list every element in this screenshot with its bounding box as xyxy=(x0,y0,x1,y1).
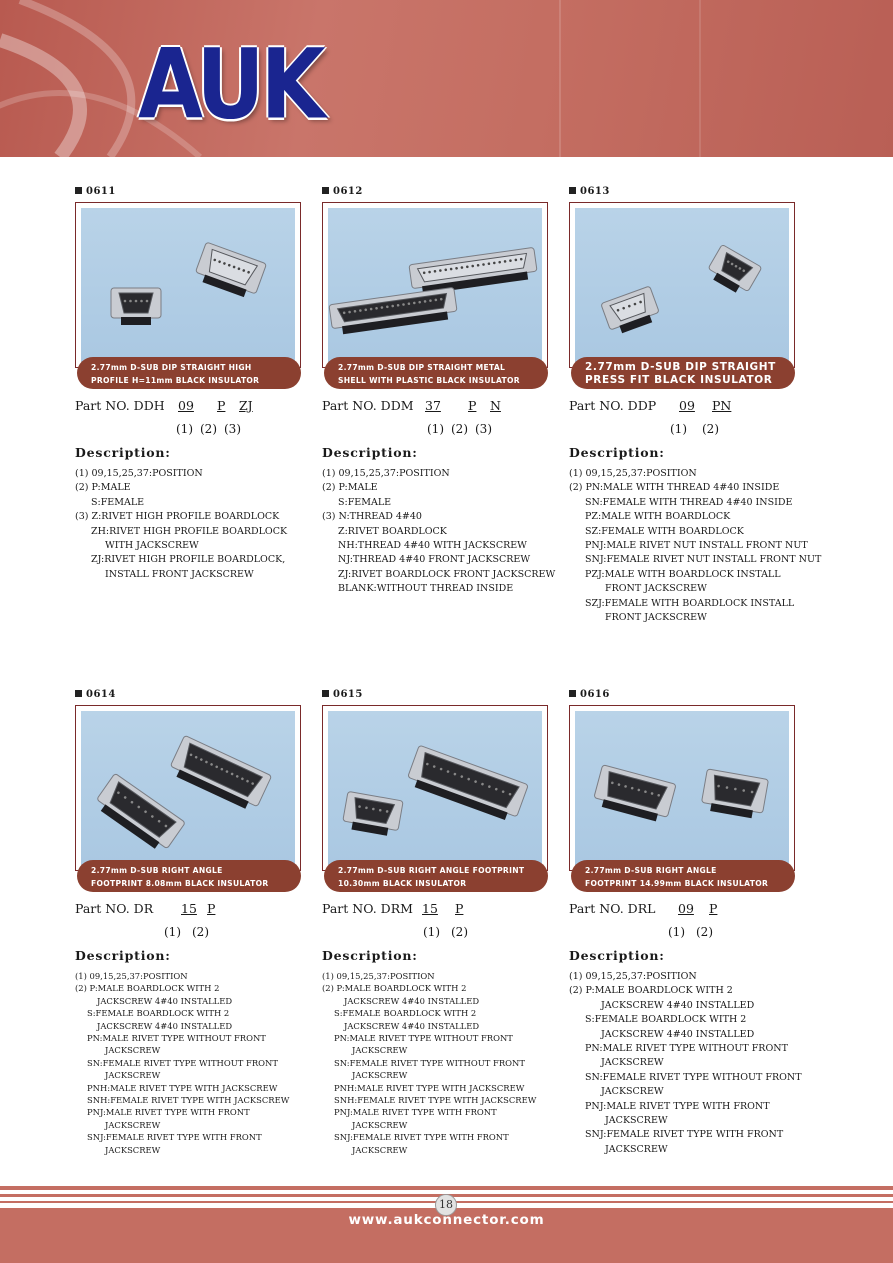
description-line: SNJ:FEMALE RIVET TYPE WITH FRONT xyxy=(334,1132,509,1143)
description-line: JACKSCREW xyxy=(352,1070,408,1081)
description-line: PN:MALE RIVET TYPE WITHOUT FRONT xyxy=(585,1043,788,1055)
part-code-index: (2) xyxy=(702,422,719,436)
product-photo-frame xyxy=(322,705,548,871)
footer-stripe xyxy=(0,1186,893,1190)
part-number-label: Part NO. DDM xyxy=(322,398,414,413)
part-code-index: (1) xyxy=(164,925,181,939)
product-photo-frame xyxy=(569,202,795,368)
description-line: JACKSCREW xyxy=(105,1070,161,1081)
description-line: PNJ:MALE RIVET TYPE WITH FRONT xyxy=(585,1100,770,1112)
description-line: SNH:FEMALE RIVET TYPE WITH JACKSCREW xyxy=(334,1095,537,1106)
section-code: 0611 xyxy=(75,186,116,197)
description-list xyxy=(322,970,536,1156)
description-line: SZ:FEMALE WITH BOARDLOCK xyxy=(585,525,744,537)
description-line: SNJ:FEMALE RIVET TYPE WITH FRONT xyxy=(87,1132,262,1143)
description-line: PZJ:MALE WITH BOARDLOCK INSTALL xyxy=(585,568,781,580)
part-code: P xyxy=(709,901,718,916)
description-title: Description: xyxy=(322,948,418,963)
section-code: 0614 xyxy=(75,689,116,700)
description-title: Description: xyxy=(322,445,418,460)
description-line: JACKSCREW 4#40 INSTALLED xyxy=(97,995,233,1006)
description-line: PN:MALE RIVET TYPE WITHOUT FRONT xyxy=(87,1033,266,1044)
part-code: P xyxy=(455,901,464,916)
product-banner xyxy=(77,860,301,892)
product-photo xyxy=(81,711,295,865)
description-line: (1) 09,15,25,37:POSITION xyxy=(569,468,697,479)
banner-line: SHELL WITH PLASTIC BLACK INSULATOR xyxy=(338,376,520,385)
part-code: P xyxy=(217,398,226,413)
part-number xyxy=(322,901,464,916)
description-line: (2) P:MALE xyxy=(322,482,378,494)
description-line: JACKSCREW xyxy=(105,1045,161,1056)
description-line: PN:MALE RIVET TYPE WITHOUT FRONT xyxy=(334,1033,513,1044)
description-line: SN:FEMALE RIVET TYPE WITHOUT FRONT xyxy=(334,1057,525,1068)
part-code-index: (2) xyxy=(696,925,713,939)
description-line: (3) N:THREAD 4#40 xyxy=(322,511,422,523)
website-url[interactable]: www.aukconnector.com xyxy=(348,1212,545,1228)
description-line: PNH:MALE RIVET TYPE WITH JACKSCREW xyxy=(334,1082,525,1093)
part-code-index: (2) xyxy=(200,422,217,436)
product-photo-frame xyxy=(569,705,795,871)
description-line: (2) P:MALE BOARDLOCK WITH 2 xyxy=(569,985,733,997)
description-line: (2) P:MALE BOARDLOCK WITH 2 xyxy=(75,983,220,994)
part-code: 09 xyxy=(678,901,694,916)
product-photo xyxy=(328,208,542,362)
banner-line: PRESS FIT BLACK INSULATOR xyxy=(585,374,773,386)
banner-line: 10.30mm BLACK INSULATOR xyxy=(338,879,467,888)
part-code: N xyxy=(490,398,501,413)
section-code: 0613 xyxy=(569,186,610,197)
product-banner xyxy=(324,860,548,892)
part-number xyxy=(75,398,253,413)
description-list xyxy=(569,970,802,1157)
description-line: (1) 09,15,25,37:POSITION xyxy=(569,971,697,982)
part-code-index: (3) xyxy=(475,422,492,436)
description-line: JACKSCREW 4#40 INSTALLED xyxy=(97,1020,233,1031)
page-header xyxy=(0,0,893,157)
description-line: (1) 09,15,25,37:POSITION xyxy=(75,971,188,981)
description-line: JACKSCREW xyxy=(601,1057,664,1069)
banner-line: 2.77mm D-SUB DIP STRAIGHT xyxy=(585,361,776,373)
description-line: ZJ:RIVET HIGH PROFILE BOARDLOCK, xyxy=(91,554,286,566)
description-line: JACKSCREW 4#40 INSTALLED xyxy=(601,1028,755,1040)
description-line: JACKSCREW xyxy=(105,1144,161,1155)
product-banner xyxy=(77,357,301,389)
part-number-label: Part NO. DDP xyxy=(569,398,657,413)
description-line: PNH:MALE RIVET TYPE WITH JACKSCREW xyxy=(87,1082,278,1093)
part-number-label: Part NO. DDH xyxy=(75,398,165,413)
description-line: (1) 09,15,25,37:POSITION xyxy=(322,971,435,981)
description-list xyxy=(75,467,287,582)
product-photo-frame xyxy=(75,705,301,871)
description-line: S:FEMALE BOARDLOCK WITH 2 xyxy=(334,1008,477,1019)
page-footer xyxy=(0,1176,893,1263)
description-line: SN:FEMALE RIVET TYPE WITHOUT FRONT xyxy=(585,1071,802,1083)
banner-line: 2.77mm D-SUB RIGHT ANGLE xyxy=(585,866,717,875)
banner-line: 2.77mm D-SUB DIP STRAIGHT METAL xyxy=(338,363,506,372)
description-line: WITH JACKSCREW xyxy=(105,540,199,552)
description-line: SN:FEMALE RIVET TYPE WITHOUT FRONT xyxy=(87,1057,278,1068)
part-code-index: (2) xyxy=(451,925,468,939)
part-code-index: (3) xyxy=(224,422,241,436)
banner-line: PROFILE H=11mm BLACK INSULATOR xyxy=(91,376,260,385)
part-number-label: Part NO. DR xyxy=(75,901,154,916)
description-line: FRONT JACKSCREW xyxy=(605,583,707,595)
description-line: S:FEMALE xyxy=(91,496,145,508)
description-line: (2) P:MALE xyxy=(75,482,131,494)
description-line: SNJ:FEMALE RIVET NUT INSTALL FRONT NUT xyxy=(585,554,822,566)
banner-line: 2.77mm D-SUB DIP STRAIGHT HIGH xyxy=(91,363,252,372)
banner-line: 2.77mm D-SUB RIGHT ANGLE FOOTPRINT xyxy=(338,866,525,875)
part-code: 37 xyxy=(425,398,441,413)
part-code: PN xyxy=(712,398,732,413)
part-code-index: (1) xyxy=(427,422,444,436)
description-line: SN:FEMALE WITH THREAD 4#40 INSIDE xyxy=(585,496,793,508)
description-line: JACKSCREW 4#40 INSTALLED xyxy=(344,1020,480,1031)
description-line: JACKSCREW xyxy=(352,1045,408,1056)
description-line: SNH:FEMALE RIVET TYPE WITH JACKSCREW xyxy=(87,1095,290,1106)
description-line: JACKSCREW 4#40 INSTALLED xyxy=(601,999,755,1011)
section-code: 0616 xyxy=(569,689,610,700)
part-number xyxy=(322,398,501,413)
description-line: PNJ:MALE RIVET NUT INSTALL FRONT NUT xyxy=(585,540,808,552)
part-code: P xyxy=(207,901,216,916)
description-line: (3) Z:RIVET HIGH PROFILE BOARDLOCK xyxy=(75,511,280,523)
product-banner xyxy=(571,860,795,892)
part-number-label: Part NO. DRM xyxy=(322,901,413,916)
product-photo-frame xyxy=(322,202,548,368)
banner-line: 2.77mm D-SUB RIGHT ANGLE xyxy=(91,866,223,875)
description-line: BLANK:WITHOUT THREAD INSIDE xyxy=(338,583,514,595)
part-code: 15 xyxy=(181,901,197,916)
description-line: S:FEMALE BOARDLOCK WITH 2 xyxy=(87,1008,230,1019)
description-line: PZ:MALE WITH BOARDLOCK xyxy=(585,511,731,523)
description-line: INSTALL FRONT JACKSCREW xyxy=(105,568,254,580)
description-line: SNJ:FEMALE RIVET TYPE WITH FRONT xyxy=(585,1129,784,1141)
description-line: JACKSCREW xyxy=(605,1115,668,1127)
description-list xyxy=(75,970,289,1156)
description-line: ZJ:RIVET BOARDLOCK FRONT JACKSCREW xyxy=(338,568,556,580)
description-title: Description: xyxy=(75,445,171,460)
description-line: (1) 09,15,25,37:POSITION xyxy=(75,468,203,479)
description-title: Description: xyxy=(569,445,665,460)
product-photo xyxy=(328,711,542,865)
description-line: (2) P:MALE BOARDLOCK WITH 2 xyxy=(322,983,467,994)
description-line: Z:RIVET BOARDLOCK xyxy=(338,525,447,537)
description-line: JACKSCREW 4#40 INSTALLED xyxy=(344,995,480,1006)
description-line: S:FEMALE BOARDLOCK WITH 2 xyxy=(585,1014,747,1026)
product-banner xyxy=(571,357,795,389)
section-code: 0615 xyxy=(322,689,363,700)
description-line: JACKSCREW xyxy=(352,1119,408,1130)
product-photo xyxy=(575,208,789,362)
banner-line: FOOTPRINT 8.08mm BLACK INSULATOR xyxy=(91,879,269,888)
description-line: FRONT JACKSCREW xyxy=(605,612,707,624)
description-line: NJ:THREAD 4#40 FRONT JACKSCREW xyxy=(338,554,531,566)
part-number xyxy=(569,398,732,413)
product-photo xyxy=(81,208,295,362)
part-code-index: (2) xyxy=(451,422,468,436)
description-line: SZJ:FEMALE WITH BOARDLOCK INSTALL xyxy=(585,597,795,609)
description-line: JACKSCREW xyxy=(105,1119,161,1130)
auk-logo: AUK xyxy=(138,27,322,141)
description-line: JACKSCREW xyxy=(352,1144,408,1155)
description-line: PNJ:MALE RIVET TYPE WITH FRONT xyxy=(334,1107,497,1118)
part-number xyxy=(569,901,718,916)
part-code: ZJ xyxy=(239,398,253,413)
part-code: 15 xyxy=(422,901,438,916)
description-line: S:FEMALE xyxy=(338,496,392,508)
description-line: JACKSCREW xyxy=(605,1143,668,1155)
part-code: 09 xyxy=(178,398,194,413)
part-code-index: (1) xyxy=(670,422,687,436)
part-code-index: (1) xyxy=(668,925,685,939)
part-code-index: (2) xyxy=(192,925,209,939)
description-line: (2) PN:MALE WITH THREAD 4#40 INSIDE xyxy=(569,482,780,494)
product-banner xyxy=(324,357,548,389)
description-list xyxy=(569,467,821,625)
product-photo-frame xyxy=(75,202,301,368)
product-photo xyxy=(575,711,789,865)
description-line: PNJ:MALE RIVET TYPE WITH FRONT xyxy=(87,1107,250,1118)
description-line: (1) 09,15,25,37:POSITION xyxy=(322,468,450,479)
description-title: Description: xyxy=(569,948,665,963)
part-code: P xyxy=(468,398,477,413)
description-line: JACKSCREW xyxy=(601,1086,664,1098)
part-number-label: Part NO. DRL xyxy=(569,901,656,916)
part-number xyxy=(75,901,216,916)
banner-line: FOOTPRINT 14.99mm BLACK INSULATOR xyxy=(585,879,769,888)
description-line: ZH:RIVET HIGH PROFILE BOARDLOCK xyxy=(91,525,288,537)
description-line: NH:THREAD 4#40 WITH JACKSCREW xyxy=(338,540,527,552)
part-code-index: (1) xyxy=(176,422,193,436)
description-title: Description: xyxy=(75,948,171,963)
decorative-swirl xyxy=(0,0,893,157)
page-number: 18 xyxy=(435,1194,457,1216)
part-code-index: (1) xyxy=(423,925,440,939)
section-code: 0612 xyxy=(322,186,363,197)
description-list xyxy=(322,467,555,597)
part-code: 09 xyxy=(679,398,695,413)
